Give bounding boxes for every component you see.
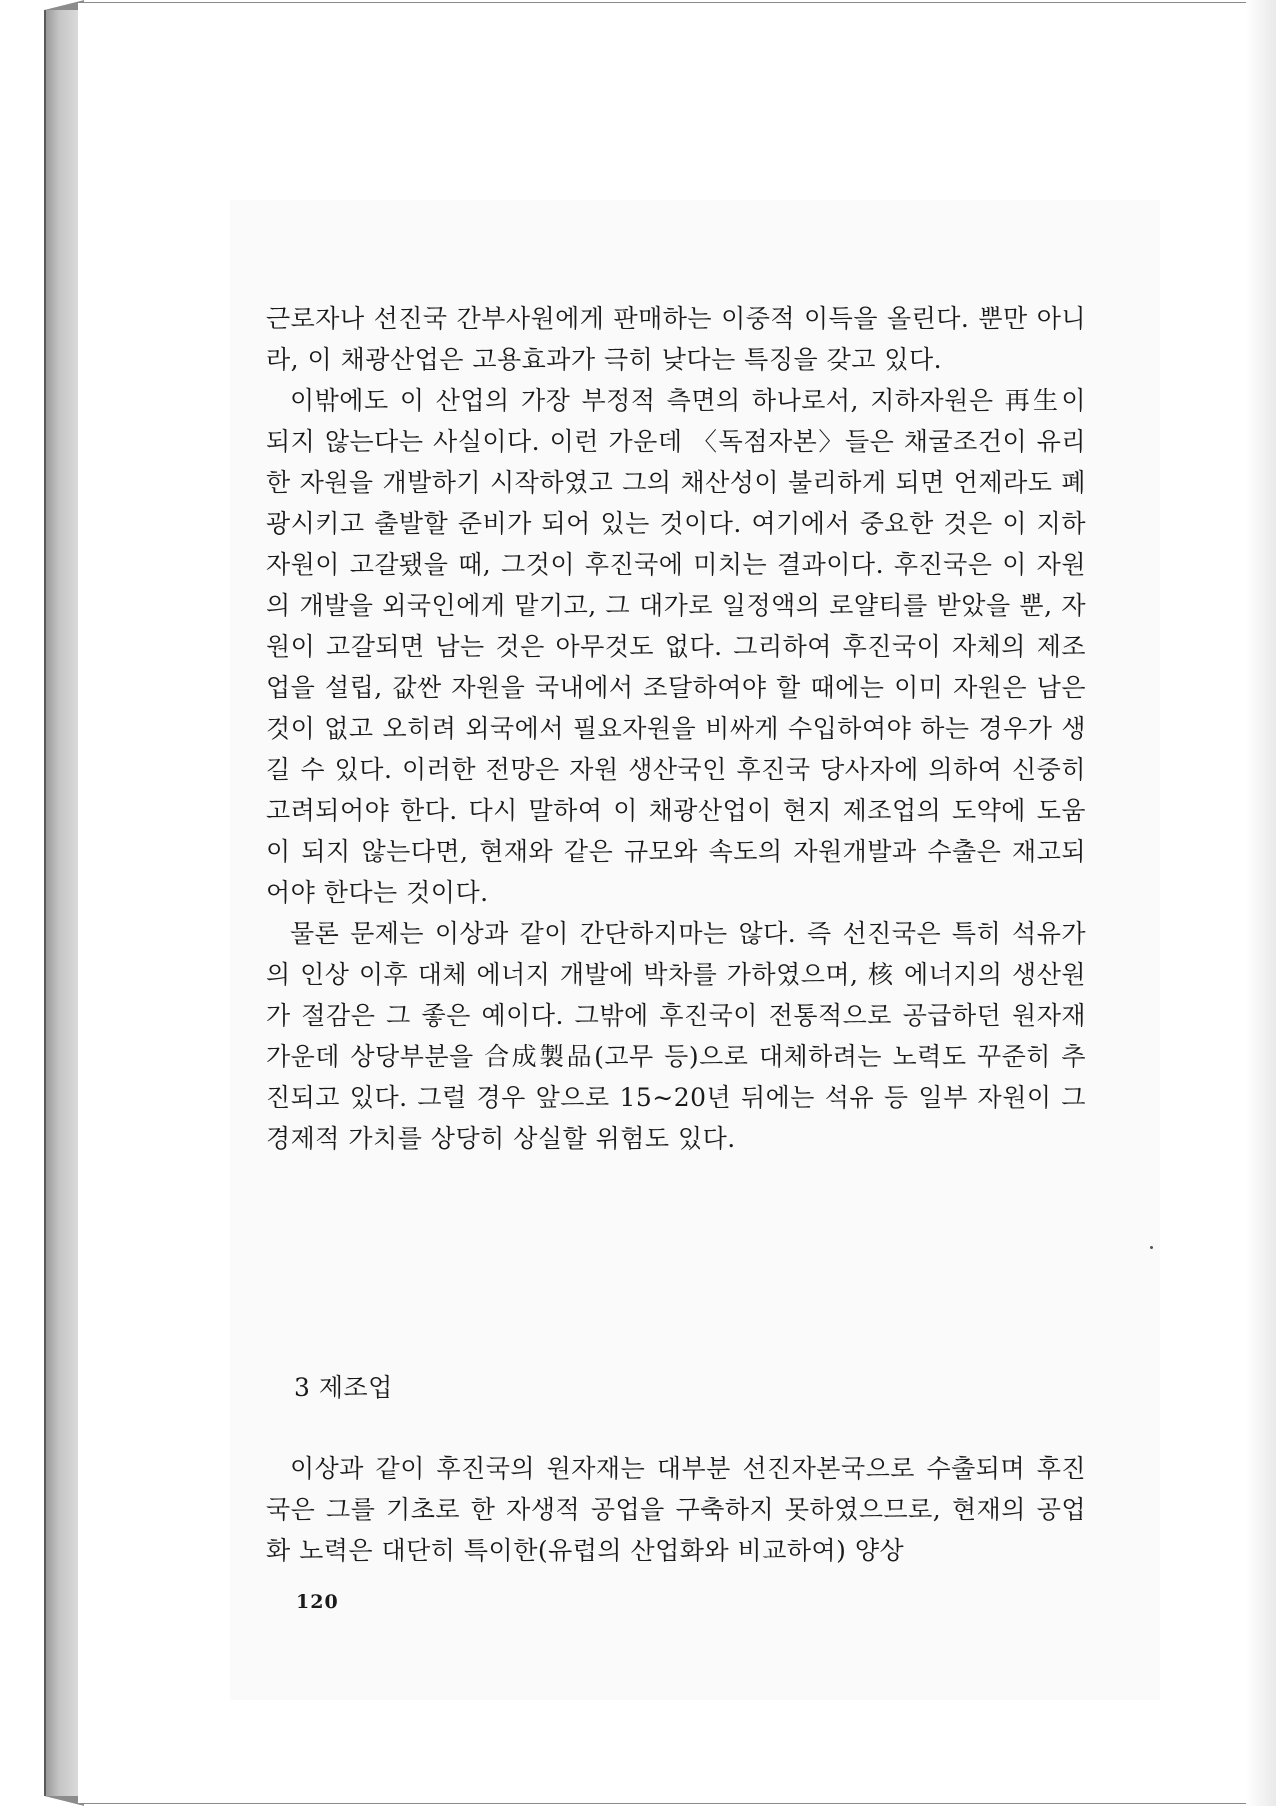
scan-speck [1150, 1246, 1153, 1249]
page-number: 120 [296, 1591, 339, 1613]
paragraph-1: 근로자나 선진국 간부사원에게 판매하는 이중적 이득을 올린다. 뿐만 아니라, 이 채광산업은 고용효과가 극히 낮다는 특징을 갖고 있다. [266, 304, 1086, 374]
section-paragraph: 이상과 같이 후진국의 원자재는 대부분 선진자본국으로 수출되며 후진국은 그를 기초로 한 자생적 공업을 구축하지 못하였으므로, 현재의 공업화 노력은 대단히 특이한(유럽의 산업화와 비교하여) 양상 [266, 1454, 1086, 1565]
book-spine [44, 4, 80, 1804]
body-text [266, 298, 1086, 1159]
page-edge-shadow [1246, 0, 1276, 1806]
paragraph-2: 이밖에도 이 산업의 가장 부정적 측면의 하나로서, 지하자원은 再生이 되지 않는다는 사실이다. 이런 가운데 〈독점자본〉들은 채굴조건이 유리한 자원을 개발하기 시작하였고 그의 채산성이 불리하게 되면 언제라도 폐광시키고 출발할 준비가 되어 있는 것이다. 여기에서 중요한 것은 이 지하자원이 고갈됐을 때, 그것이 후진국에 미치는 결과이다. 후진국은 이 자원의 개발을 외국인에게 맡기고, 그 대가로 일정액의 로얄티를 받았을 뿐, 자원이 고갈되면 남는 것은 아무것도 없다. 그리하여 후진국이 자체의 제조업을 설립, 값싼 자원을 국내에서 조달하여야 할 때에는 이미 자원은 남은 것이 없고 오히려 외국에서 필요자원을 비싸게 수입하여야 하는 경우가 생길 수 있다. 이러한 전망은 자원 생산국인 후진국 당사자에 의하여 신중히 고려되어야 한다. 다시 말하여 이 채광산업이 현지 제조업의 도약에 도움이 되지 않는다면, 현재와 같은 규모와 속도의 자원개발과 수출은 재고되어야 한다는 것이다. [266, 386, 1086, 907]
paragraph-3: 물론 문제는 이상과 같이 간단하지마는 않다. 즉 선진국은 특히 석유가의 인상 이후 대체 에너지 개발에 박차를 가하였으며, 核 에너지의 생산원가 절감은 그 좋은 예이다. 그밖에 후진국이 전통적으로 공급하던 원자재 가운데 상당부분을 合成製品(고무 등)으로 대체하려는 노력도 꾸준히 추진되고 있다. 그럴 경우 앞으로 15∼20년 뒤에는 석유 등 일부 자원이 그 경제적 가치를 상당히 상실할 위험도 있다. [266, 919, 1086, 1153]
section-body-text [266, 1448, 1086, 1571]
section-heading: 3 제조업 [294, 1373, 393, 1402]
